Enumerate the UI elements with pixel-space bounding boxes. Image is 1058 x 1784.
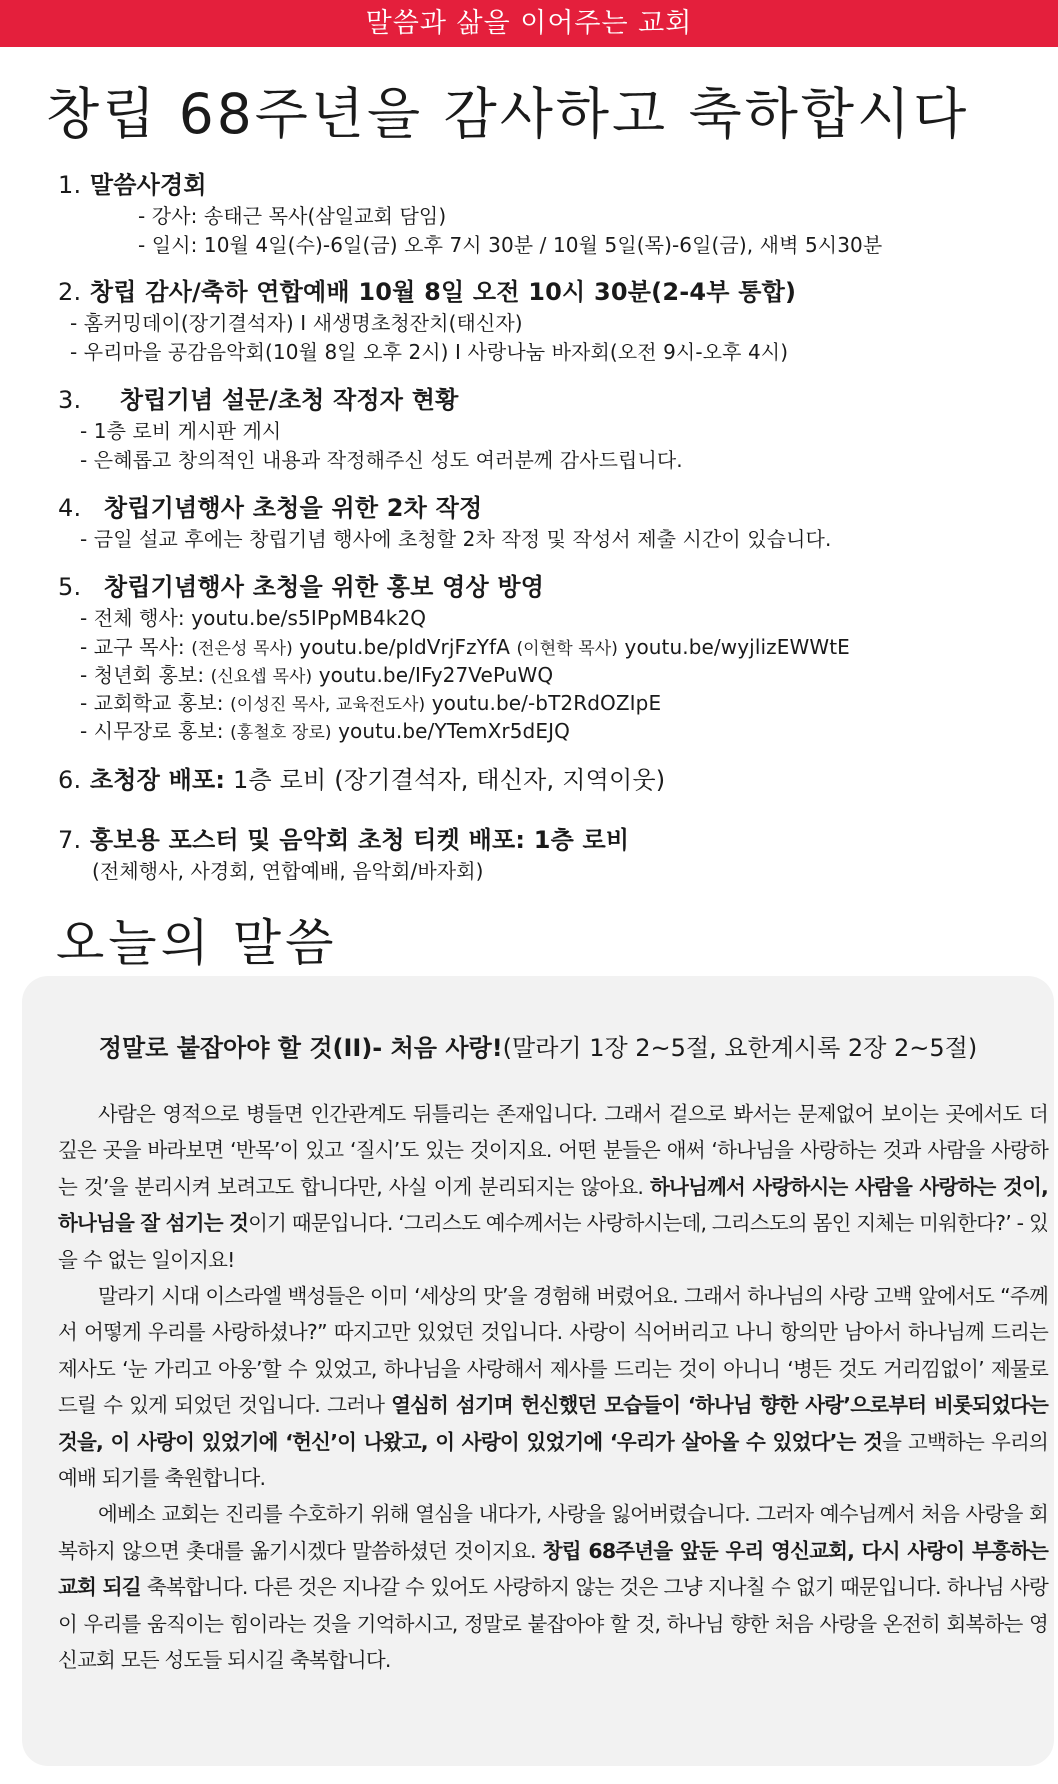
sermon-paragraph: 말라기 시대 이스라엘 백성들은 이미 ‘세상의 맛’을 경험해 버렸어요. 그래서 하나님의 사랑 고백 앞에서도 “주께서 어떻게 우리를 사랑하셨나?” 따지고만 있었던 것입니다. 사랑이 식어버리고 나니 항의만 남아서 하나님께 드리는 제사도 ‘눈 가리고 아웅’할 수 있었고, 하나님을 사랑해서 제사를 드리는 것이 아니니 ‘병든 것도 거리낌없이’ 제물로 드릴 수 있게 되었던 것입니다. 그러나 열심히 섬기며 헌신했던 모습들이 ‘하나님 향한 사랑’으로부터 비롯되었다는 것을, 이 사랑이 있었기에 ‘헌신’이 나왔고, 이 사랑이 있었기에 ‘우리가 살아올 수 있었다’는 것을 고백하는 우리의 예배 되기를 축원합니다. xyxy=(58,1284,1048,1491)
section-3-line-1: - 1층 로비 게시판 게시 xyxy=(80,419,282,443)
video-link-church-school: - 교회학교 홍보: (이성진 목사, 교육전도사) youtu.be/-bT2RdOZIpE xyxy=(80,691,662,715)
section-1-line-2: - 일시: 10월 4일(수)-6일(금) 오후 7시 30분 / 10월 5일(목)-6일(금), 새벽 5시30분 xyxy=(138,233,883,257)
section-7-heading xyxy=(58,820,629,855)
section-2-heading xyxy=(58,272,796,307)
sermon-box xyxy=(22,976,1054,1766)
section-number: 3. xyxy=(58,386,82,414)
section-1-heading xyxy=(58,165,207,200)
section-title: 홍보용 포스터 및 음악회 초청 티켓 배포: 1층 로비 xyxy=(89,826,630,854)
section-number: 7. xyxy=(58,826,82,854)
video-link-youth: - 청년회 홍보: (신요셉 목사) youtu.be/IFy27VePuWQ xyxy=(80,663,554,687)
sermon-body xyxy=(58,1096,1048,1679)
scripture-reference: (말라기 1장 2~5절, 요한계시록 2장 2~5절) xyxy=(502,1034,978,1062)
section-5-heading xyxy=(58,567,544,602)
todays-word-heading: 오늘의 말씀 xyxy=(56,914,338,972)
anniversary-title: 창립 68주년을 감사하고 축하합시다 xyxy=(46,82,970,146)
section-title: 말씀사경회 xyxy=(89,171,207,199)
section-number: 5. xyxy=(58,573,82,601)
section-2-line-2: - 우리마을 공감음악회(10월 8일 오후 2시) I 사랑나눔 바자회(오전 9시-오후 4시) xyxy=(70,340,789,364)
section-4-line-1: - 금일 설교 후에는 창립기념 행사에 초청할 2차 작정 및 작성서 제출 시간이 있습니다. xyxy=(80,527,832,551)
video-link-district-pastor: - 교구 목사: (전은성 목사) youtu.be/pldVrjFzYfA (이현학 목사) youtu.be/wyjlizEWWtE xyxy=(80,635,850,659)
youtube-link[interactable]: youtu.be/YTemXr5dEJQ xyxy=(331,719,570,743)
youtube-link[interactable]: youtu.be/wyjlizEWWtE xyxy=(618,635,850,659)
section-2-line-1: - 홈커밍데이(장기결석자) I 새생명초청잔치(태신자) xyxy=(70,311,523,335)
youtube-link[interactable]: youtu.be/s5IPpMB4k2Q xyxy=(191,606,427,630)
section-6-heading xyxy=(58,760,665,795)
section-3-line-2: - 은혜롭고 창의적인 내용과 작정해주신 성도 여러분께 감사드립니다. xyxy=(80,448,683,472)
section-number: 1. xyxy=(58,171,82,199)
youtube-link[interactable]: youtu.be/pldVrjFzYfA xyxy=(292,635,517,659)
video-link-elders: - 시무장로 홍보: (홍철호 장로) youtu.be/YTemXr5dEJQ xyxy=(80,719,570,743)
section-title: 창립기념행사 초청을 위한 홍보 영상 방영 xyxy=(103,573,545,601)
section-3-heading xyxy=(58,380,459,415)
section-detail: 1층 로비 (장기결석자, 태신자, 지역이웃) xyxy=(225,766,666,794)
section-1-line-1: - 강사: 송태근 목사(삼일교회 담임) xyxy=(138,204,447,228)
section-4-heading xyxy=(58,488,482,523)
section-number: 2. xyxy=(58,278,82,306)
section-7-line-1: (전체행사, 사경회, 연합예배, 음악회/바자회) xyxy=(92,859,484,883)
video-link-all-events: - 전체 행사: youtu.be/s5IPpMB4k2Q xyxy=(80,606,427,630)
section-title: 초청장 배포: xyxy=(89,766,226,794)
sermon-title: 정말로 붙잡아야 할 것(II)- 처음 사랑!(말라기 1장 2~5절, 요한계시록 2장 2~5절) xyxy=(98,1034,978,1062)
section-number: 4. xyxy=(58,494,82,522)
sermon-paragraph: 사람은 영적으로 병들면 인간관계도 뒤틀리는 존재입니다. 그래서 겉으로 봐서는 문제없어 보이는 곳에서도 더 깊은 곳을 바라보면 ‘반목’이 있고 ‘질시’도 있는 것이지요. 어떤 분들은 애써 ‘하나님을 사랑하는 것과 사람을 사랑하는 것’을 분리시켜 보려고도 합니다만, 사실 이게 분리되지는 않아요. 하나님께서 사랑하시는 사람을 사랑하는 것이, 하나님을 잘 섬기는 것이기 때문입니다. ‘그리스도 예수께서는 사랑하시는데, 그리스도의 몸인 지체는 미워한다?’ - 있을 수 없는 일이지요! xyxy=(58,1102,1048,1272)
section-title: 창립기념 설문/초청 작정자 현황 xyxy=(119,386,459,414)
church-slogan-banner: 말씀과 삶을 이어주는 교회 xyxy=(0,0,1058,47)
section-title: 창립기념행사 초청을 위한 2차 작정 xyxy=(103,494,483,522)
youtube-link[interactable]: youtu.be/-bT2RdOZIpE xyxy=(425,691,662,715)
section-number: 6. xyxy=(58,766,82,794)
youtube-link[interactable]: youtu.be/IFy27VePuWQ xyxy=(312,663,554,687)
section-title: 창립 감사/축하 연합예배 10월 8일 오전 10시 30분(2-4부 통합) xyxy=(89,278,797,306)
sermon-paragraph: 에베소 교회는 진리를 수호하기 위해 열심을 내다가, 사랑을 잃어버렸습니다. 그러자 예수님께서 처음 사랑을 회복하지 않으면 촛대를 옮기시겠다 말씀하셨던 것이지요. 창립 68주년을 앞둔 우리 영신교회, 다시 사랑이 부흥하는 교회 되길 축복합니다. 다른 것은 지나갈 수 있어도 사랑하지 않는 것은 그냥 지나칠 수 없기 때문입니다. 하나님 사랑이 우리를 움직이는 힘이라는 것을 기억하시고, 정말로 붙잡아야 할 것, 하나님 향한 처음 사랑을 온전히 회복하는 영신교회 모든 성도들 되시길 축복합니다. xyxy=(58,1502,1048,1673)
